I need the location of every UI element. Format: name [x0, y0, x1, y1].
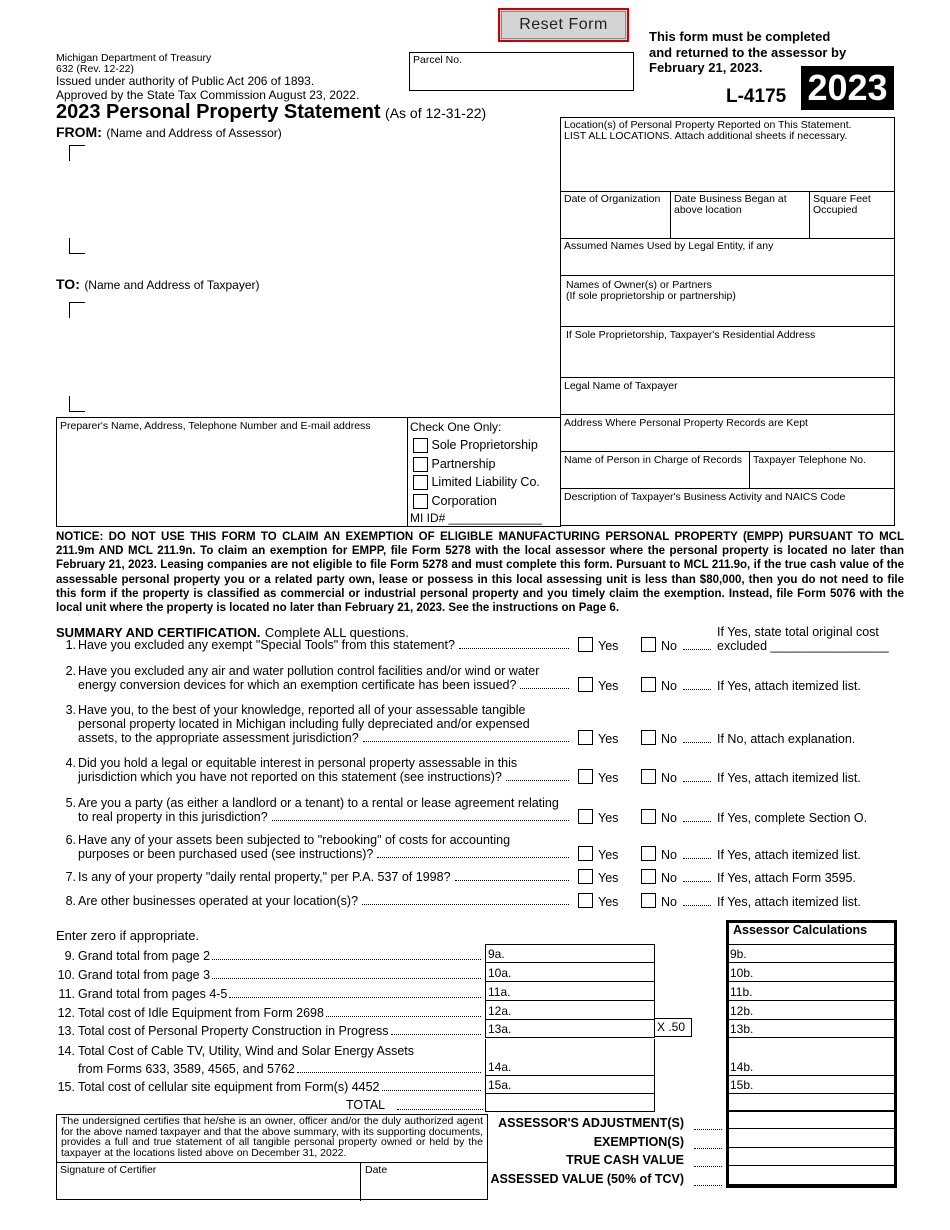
line-number: 12.	[57, 1006, 75, 1020]
line-15a-field[interactable]: 15a.	[485, 1075, 655, 1094]
leader-dots	[683, 680, 711, 690]
leader-dots	[683, 733, 711, 743]
question-text: Have any of your assets been subjected to "rebooking" of costs for accounting	[78, 833, 511, 847]
to-label: TO: (Name and Address of Taxpayer)	[56, 276, 260, 292]
q7-no-checkbox[interactable]	[641, 869, 656, 884]
adjustment-field[interactable]	[728, 1166, 895, 1185]
entity-option[interactable]: Sole Proprietorship	[413, 436, 540, 455]
business-description-field[interactable]: Description of Taxpayer's Business Activity and NAICS Code	[560, 488, 895, 526]
telephone-field[interactable]: Taxpayer Telephone No.	[749, 451, 895, 489]
total-b-field[interactable]	[728, 1093, 895, 1112]
assumed-names-field[interactable]: Assumed Names Used by Legal Entity, if any	[560, 238, 895, 276]
leader-dots	[683, 812, 711, 822]
no-label: No	[661, 679, 677, 693]
question-text: energy conversion devices for which an exemption certificate has been issued?	[78, 678, 572, 692]
corporation-checkbox[interactable]	[413, 494, 428, 509]
multiplier-label: X .50	[654, 1018, 692, 1037]
question-text: Have you excluded any air and water pollution control facilities and/or wind or water	[78, 664, 540, 678]
partnership-checkbox[interactable]	[413, 457, 428, 472]
question-text: Have you, to the best of your knowledge, reported all of your assessable tangible	[78, 703, 526, 717]
question-note: If Yes, complete Section O.	[717, 811, 868, 825]
question-text: assets, to the appropriate assessment jurisdiction?	[78, 731, 572, 745]
q7-yes-checkbox[interactable]	[578, 869, 593, 884]
no-label: No	[661, 771, 677, 785]
leader-dots	[683, 896, 711, 906]
q4-no-checkbox[interactable]	[641, 769, 656, 784]
from-corner-top	[69, 145, 85, 161]
approved-text: Approved by the State Tax Commission August 23, 2022.	[56, 88, 360, 102]
parcel-label: Parcel No.	[413, 54, 463, 66]
authority-text: Issued under authority of Public Act 206 of 1893.	[56, 74, 315, 88]
question-note: If Yes, attach Form 3595.	[717, 871, 856, 885]
q3-no-checkbox[interactable]	[641, 730, 656, 745]
adjustment-label: EXEMPTION(S)	[593, 1135, 684, 1149]
yes-label: Yes	[598, 732, 619, 746]
preparer-field[interactable]: Preparer's Name, Address, Telephone Number and E-mail address	[56, 417, 408, 527]
yes-label: Yes	[598, 871, 619, 885]
question-number: 7.	[65, 870, 76, 884]
line-label: Total Cost of Cable TV, Utility, Wind and Solar Energy Assets	[78, 1044, 415, 1058]
from-corner-bottom	[69, 238, 85, 254]
q1-no-checkbox[interactable]	[641, 637, 656, 652]
line-10a-field[interactable]: 10a.	[485, 963, 655, 982]
no-label: No	[661, 732, 677, 746]
entity-option[interactable]: Partnership	[413, 455, 540, 474]
adjustment-field[interactable]	[728, 1129, 895, 1148]
line-number: 15.	[57, 1080, 75, 1094]
line-label: Total cost of cellular site equipment from Form(s) 4452	[78, 1080, 483, 1094]
llc-checkbox[interactable]	[413, 475, 428, 490]
enter-zero-label: Enter zero if appropriate.	[56, 928, 200, 943]
yes-label: Yes	[598, 679, 619, 693]
no-label: No	[661, 811, 677, 825]
question-note: If Yes, attach itemized list.	[717, 771, 861, 785]
records-address-field[interactable]: Address Where Personal Property Records are Kept	[560, 414, 895, 452]
total-label: TOTAL	[346, 1098, 386, 1112]
line-number: 9.	[64, 949, 75, 963]
q8-no-checkbox[interactable]	[641, 893, 656, 908]
owners-field[interactable]: Names of Owner(s) or Partners (If sole proprietorship or partnership)	[560, 275, 895, 327]
adjustment-label: ASSESSED VALUE (50% of TCV)	[490, 1172, 684, 1186]
excluded-cost-field[interactable]: excluded _________________	[717, 639, 889, 653]
leader-dots	[683, 640, 711, 650]
line-10b-field[interactable]: 10b.	[728, 963, 895, 982]
leader-dots	[683, 872, 711, 882]
residential-address-field[interactable]: If Sole Proprietorship, Taxpayer's Residential Address	[560, 326, 895, 378]
deadline-notice: This form must be completed and returned to the assessor by February 21, 2023.	[649, 29, 847, 75]
dept-name: Michigan Department of Treasury	[56, 52, 212, 64]
q8-yes-checkbox[interactable]	[578, 893, 593, 908]
question-note: If Yes, attach itemized list.	[717, 679, 861, 693]
date-business-began-field[interactable]: Date Business Began at above location	[670, 191, 810, 239]
no-label: No	[661, 871, 677, 885]
no-label: No	[661, 848, 677, 862]
q5-yes-checkbox[interactable]	[578, 809, 593, 824]
date-organization-field[interactable]: Date of Organization	[560, 191, 671, 239]
certification-box	[56, 1114, 488, 1200]
line-15b-field[interactable]: 15b.	[728, 1075, 895, 1094]
entity-type-group	[407, 417, 561, 527]
question-text: Are you a party (as either a landlord or a tenant) to a rental or lease agreement relating	[78, 796, 559, 810]
person-in-charge-field[interactable]: Name of Person in Charge of Records	[560, 451, 750, 489]
line-number: 14.	[57, 1044, 75, 1058]
entity-option[interactable]: Corporation	[413, 492, 540, 511]
question-text: Are other businesses operated at your location(s)?	[78, 894, 572, 908]
leader-dots	[694, 1120, 722, 1130]
line-label: Grand total from page 2	[78, 949, 483, 963]
form-number: 632 (Rev. 12-22)	[56, 63, 135, 75]
line-number: 11.	[58, 987, 75, 1001]
year-badge: 2023	[801, 66, 894, 110]
question-number: 4.	[65, 756, 76, 770]
adjustment-label: ASSESSOR'S ADJUSTMENT(S)	[498, 1116, 684, 1130]
q5-no-checkbox[interactable]	[641, 809, 656, 824]
q3-yes-checkbox[interactable]	[578, 730, 593, 745]
total-a-field[interactable]	[485, 1092, 655, 1112]
line-13b-field[interactable]: 13b.	[728, 1019, 895, 1038]
question-number: 1.	[65, 638, 76, 652]
empp-notice: NOTICE: DO NOT USE THIS FORM TO CLAIM AN EXEMPTION OF ELIGIBLE MANUFACTURING PERSONAL PROPERTY (EMPP) PURSUANT TO MCL 211.9m AND MCL 211.9n. To claim an exemption for EMPP, file Form 5278 with the local assessor where the personal property is located no later than February 21, 2023. Leasing companies are not eligible to file Form 5278 and must complete this form. Pursuant to MCL 211.9o, if the true cash value of the assessable personal property you or a related party own, lease or possess in this local assessing unit is less than $80,000, then you do not need to file this form if the property is classified as commercial or industrial personal property and you timely claim the exemption. Instead, file Form 5076 with the local unit where the property is located no later than February 21, 2023. See the instructions on Page 6.	[56, 531, 904, 615]
no-label: No	[661, 639, 677, 653]
signature-row	[56, 1162, 488, 1201]
total-dots	[397, 1098, 483, 1110]
question-number: 8.	[65, 894, 76, 908]
q4-yes-checkbox[interactable]	[578, 769, 593, 784]
legal-name-field[interactable]: Legal Name of Taxpayer	[560, 377, 895, 415]
taxpayer-address-area[interactable]	[90, 305, 490, 405]
yes-label: Yes	[598, 895, 619, 909]
to-corner-bottom	[69, 396, 85, 412]
page-title: 2023 Personal Property Statement (As of 12-31-22)	[56, 101, 487, 123]
line-12a-field[interactable]: 12a.	[485, 1001, 655, 1020]
question-number: 5.	[65, 796, 76, 810]
question-text: Did you hold a legal or equitable interest in personal property assessable in this	[78, 756, 518, 770]
line-label: Grand total from pages 4-5	[78, 987, 483, 1001]
question-text: to real property in this jurisdiction?	[78, 810, 572, 824]
line-label: from Forms 633, 3589, 4565, and 5762	[78, 1062, 483, 1076]
q2-yes-checkbox[interactable]	[578, 677, 593, 692]
date-field[interactable]: Date	[365, 1164, 388, 1176]
question-text: jurisdiction which you have not reported on this statement (see instructions)?	[78, 770, 572, 784]
q6-yes-checkbox[interactable]	[578, 846, 593, 861]
line-label: Grand total from page 3	[78, 968, 483, 982]
yes-label: Yes	[598, 848, 619, 862]
leader-dots	[694, 1139, 722, 1149]
question-text: personal property located in Michigan including fully depreciated and/or expensed	[78, 717, 530, 731]
line-11b-field[interactable]: 11b.	[728, 982, 895, 1001]
assessor-address-area[interactable]	[90, 150, 490, 250]
line-number: 13.	[57, 1024, 75, 1038]
q1-yes-checkbox[interactable]	[578, 637, 593, 652]
question-text: purposes or been purchased used (see instructions)?	[78, 847, 572, 861]
reset-form-button[interactable]: Reset Form	[498, 8, 629, 42]
question-text: Is any of your property "daily rental property," per P.A. 537 of 1998?	[78, 870, 572, 884]
adjustment-field[interactable]	[728, 1110, 895, 1129]
question-note: If No, attach explanation.	[717, 732, 856, 746]
question-number: 6.	[65, 833, 76, 847]
question-number: 3.	[65, 703, 76, 717]
entity-option[interactable]: Limited Liability Co.	[413, 473, 540, 492]
square-feet-field[interactable]: Square Feet Occupied	[809, 191, 895, 239]
sole-proprietorship-checkbox[interactable]	[413, 438, 428, 453]
summary-heading: SUMMARY AND CERTIFICATION. Complete ALL questions.	[56, 625, 409, 640]
from-label: FROM: (Name and Address of Assessor)	[56, 124, 282, 140]
adjustment-field[interactable]	[728, 1147, 895, 1166]
line-9a-field[interactable]: 9a.	[485, 944, 655, 963]
question-note: If Yes, attach itemized list.	[717, 895, 861, 909]
leader-dots	[683, 772, 711, 782]
line-13a-field[interactable]: 13a.	[485, 1019, 655, 1038]
line-14a-field[interactable]: 14a.	[485, 1039, 655, 1076]
question-text: Have you excluded any exempt "Special Tools" from this statement?	[78, 638, 572, 652]
certification-text: The undersigned certifies that he/she is an owner, officer and/or the duly authorized agent for the above named taxpayer and that the above summary, with its supporting documents, provides a full and true statement of all tangible personal property owned or held by the taxpayer at the locations listed above on December 31, 2022.	[61, 1115, 483, 1159]
assessor-calculations-heading: Assessor Calculations	[733, 923, 868, 937]
q2-no-checkbox[interactable]	[641, 677, 656, 692]
leader-dots	[694, 1176, 722, 1186]
locations-field[interactable]: Location(s) of Personal Property Reported on This Statement. LIST ALL LOCATIONS. Attach additional sheets if necessary.	[560, 117, 895, 192]
line-9b-field[interactable]: 9b.	[728, 944, 895, 963]
yes-label: Yes	[598, 811, 619, 825]
line-14b-field[interactable]: 14b.	[728, 1039, 895, 1076]
parcel-field[interactable]	[409, 52, 634, 91]
line-11a-field[interactable]: 11a.	[485, 982, 655, 1001]
q6-no-checkbox[interactable]	[641, 846, 656, 861]
to-corner-top	[69, 302, 85, 318]
yes-label: Yes	[598, 771, 619, 785]
check-one-label: Check One Only:	[410, 420, 502, 434]
line-number: 10.	[57, 968, 75, 982]
adjustment-label: TRUE CASH VALUE	[566, 1153, 684, 1167]
question-number: 2.	[65, 664, 76, 678]
question-note: If Yes, attach itemized list.	[717, 848, 861, 862]
line-label: Total cost of Personal Property Construction in Progress	[78, 1024, 483, 1038]
question-note: If Yes, state total original cost	[717, 625, 879, 639]
line-label: Total cost of Idle Equipment from Form 2698	[78, 1006, 483, 1020]
yes-label: Yes	[598, 639, 619, 653]
line-12b-field[interactable]: 12b.	[728, 1001, 895, 1020]
leader-dots	[683, 849, 711, 859]
form-code: L-4175	[726, 86, 787, 107]
leader-dots	[694, 1157, 722, 1167]
mi-id-field[interactable]: MI ID# ______________	[410, 511, 543, 525]
signature-field[interactable]: Signature of Certifier	[56, 1163, 361, 1201]
no-label: No	[661, 895, 677, 909]
